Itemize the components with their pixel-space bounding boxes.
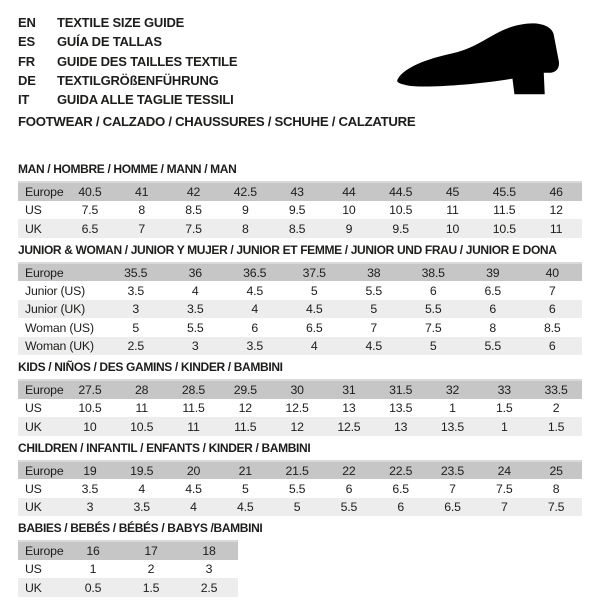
section-kids [18, 361, 582, 436]
language-code: IT [18, 92, 30, 108]
size-table-header-row [18, 263, 582, 282]
size-cell: 4 [138, 481, 146, 496]
size-cell: 24 [497, 463, 511, 478]
size-cell: 6.5 [306, 320, 323, 335]
size-cell: 10 [342, 203, 356, 218]
size-cell: 8.5 [544, 320, 561, 335]
row-label: Junior (UK) [25, 302, 85, 317]
size-table-row [18, 479, 582, 498]
size-cell: 5 [310, 283, 318, 298]
size-cell: 5.5 [340, 500, 358, 515]
size-cell: 3.5 [133, 500, 150, 515]
size-cell: 8.5 [185, 203, 202, 218]
size-cell: 22.5 [389, 463, 413, 478]
size-cell: 2 [147, 562, 155, 577]
size-cell: 4.5 [237, 500, 254, 515]
size-cell: 8.5 [288, 221, 306, 236]
size-cell: 40.5 [78, 185, 102, 200]
size-cell: 13.5 [440, 419, 465, 434]
size-cell: 3.5 [127, 283, 144, 298]
section-title: KIDS / NIÑOS / DES GAMINS / KINDER / BAMBINI [18, 360, 283, 375]
size-cell: 4.5 [306, 302, 323, 317]
size-cell: 9 [241, 203, 249, 218]
row-label: US [25, 401, 42, 416]
size-cell: 36 [188, 265, 202, 280]
size-cell: 27.5 [78, 383, 102, 398]
size-table-row [18, 560, 238, 579]
size-cell: 8 [489, 320, 497, 335]
size-cell: 7 [548, 283, 556, 298]
size-cell: 11 [446, 203, 459, 218]
size-cell: 5 [241, 481, 249, 496]
row-label: Europe [25, 185, 64, 200]
language-title: GUIDE DES TAILLES TEXTILE [57, 53, 238, 69]
size-cell: 7.5 [185, 221, 202, 236]
size-cell: 10.5 [130, 419, 154, 434]
size-cell: 21 [238, 463, 252, 478]
size-cell: 12 [549, 203, 563, 218]
size-cell: 3 [191, 339, 199, 354]
row-label: Europe [25, 463, 64, 478]
size-cell: 2.5 [127, 339, 144, 354]
size-cell: 10.5 [492, 221, 516, 236]
size-cell: 6 [548, 302, 556, 317]
size-cell: 9 [345, 221, 353, 236]
size-cell: 7 [500, 500, 508, 515]
size-cell: 5.5 [484, 339, 501, 354]
size-cell: 4.5 [185, 481, 202, 496]
size-cell: 4 [190, 500, 197, 515]
size-cell: 42.5 [233, 185, 257, 200]
size-table-row [18, 281, 582, 300]
size-cell: 6 [548, 339, 556, 354]
size-cell: 6.5 [392, 481, 409, 496]
size-cell: 6 [251, 320, 259, 335]
size-cell: 13 [394, 419, 408, 434]
size-cell: 20 [186, 463, 201, 478]
section-man [18, 163, 582, 238]
size-cell: 1 [449, 401, 456, 416]
size-table-row [18, 318, 582, 337]
language-title: TEXTILGRÖßENFÜHRUNG [57, 72, 219, 88]
row-label: Europe [25, 383, 64, 398]
size-cell: 5 [293, 500, 301, 515]
size-cell: 33.5 [544, 383, 568, 398]
size-cell: 31.5 [389, 383, 413, 398]
size-cell: 44 [342, 185, 356, 200]
size-cell: 19 [83, 463, 97, 478]
size-cell: 4.5 [246, 283, 263, 298]
size-cell: 12 [290, 419, 304, 434]
size-cell: 12 [238, 401, 252, 416]
size-cell: 2 [552, 401, 560, 416]
size-cell: 31 [342, 383, 356, 398]
size-cell: 13.5 [389, 401, 413, 416]
size-cell: 7 [138, 221, 146, 236]
size-cell: 30 [290, 383, 304, 398]
section-children [18, 442, 582, 517]
section-junior-woman [18, 244, 582, 356]
size-cell: 7.5 [425, 320, 442, 335]
size-cell: 4 [310, 339, 318, 354]
size-cell: 33 [497, 383, 511, 398]
size-cell: 6 [397, 500, 404, 515]
size-table-row [18, 399, 582, 418]
size-cell: 25 [549, 463, 563, 478]
shoe-icon [396, 20, 582, 108]
size-table-man [18, 181, 582, 238]
size-cell: 17 [144, 544, 158, 559]
size-cell: 11.5 [182, 401, 205, 416]
size-cell: 6.5 [484, 283, 501, 298]
size-cell: 11 [187, 419, 200, 434]
section-title: MAN / HOMBRE / HOMME / MANN / MAN [18, 162, 237, 177]
size-cell: 36.5 [243, 265, 267, 280]
size-cell: 19.5 [130, 463, 154, 478]
size-cell: 4 [251, 302, 259, 317]
size-cell: 45.5 [492, 185, 516, 200]
size-cell: 6.5 [444, 500, 461, 515]
size-cell: 11 [135, 401, 148, 416]
size-cell: 6.5 [81, 221, 99, 236]
size-table-row [18, 337, 582, 356]
size-cell: 4.5 [365, 339, 382, 354]
size-cell: 12.5 [337, 419, 361, 434]
size-cell: 11 [549, 221, 563, 236]
size-table-row [18, 417, 582, 436]
row-label: UK [25, 500, 42, 515]
size-cell: 9.5 [392, 221, 409, 236]
section-title: BABIES / BEBÉS / BÉBÉS / BABYS /BAMBINI [18, 521, 263, 536]
size-cell: 7.5 [547, 500, 565, 515]
size-cell: 38 [367, 265, 381, 280]
language-title: TEXTILE SIZE GUIDE [57, 15, 185, 30]
size-table-babies [18, 540, 238, 597]
size-cell: 6 [429, 283, 437, 298]
size-cell: 5.5 [187, 320, 204, 335]
size-cell: 5 [370, 302, 378, 317]
size-table-header-row [18, 182, 582, 201]
section-title: CHILDREN / INFANTIL / ENFANTS / KINDER / BAMBINI [18, 440, 311, 455]
size-cell: 3 [86, 500, 94, 515]
size-table-header-row [18, 461, 582, 480]
size-cell: 2.5 [200, 580, 218, 595]
size-cell: 10 [83, 419, 97, 434]
size-cell: 8 [138, 203, 146, 218]
language-code: FR [18, 53, 35, 69]
size-cell: 7.5 [496, 481, 513, 496]
size-cell: 7 [449, 481, 456, 496]
row-label: UK [25, 580, 42, 595]
row-label: UK [25, 221, 42, 236]
size-cell: 11.5 [234, 419, 257, 434]
size-cell: 6 [345, 481, 353, 496]
size-cell: 38.5 [421, 265, 445, 280]
size-cell: 1.5 [142, 580, 160, 595]
size-cell: 35.5 [124, 265, 148, 280]
size-table-row [18, 498, 582, 517]
size-cell: 22 [342, 463, 356, 478]
size-cell: 1 [500, 419, 508, 434]
size-cell: 1.5 [496, 401, 513, 416]
size-cell: 16 [86, 544, 100, 559]
row-label: Junior (US) [25, 283, 85, 298]
size-cell: 29.5 [233, 383, 257, 398]
size-cell: 8 [552, 481, 560, 496]
size-cell: 10 [445, 221, 460, 236]
size-cell: 10.5 [78, 401, 102, 416]
size-cell: 37.5 [302, 265, 326, 280]
size-table-header-row [18, 380, 582, 399]
size-cell: 9.5 [288, 203, 306, 218]
row-label: Europe [25, 265, 64, 280]
size-cell: 4 [191, 283, 199, 298]
size-cell: 13 [342, 401, 356, 416]
size-cell: 3 [132, 302, 140, 317]
size-cell: 18 [202, 544, 216, 559]
row-label: Woman (US) [25, 320, 94, 335]
section-title: JUNIOR & WOMAN / JUNIOR Y MUJER / JUNIOR ET FEMME / JUNIOR UND FRAU / JUNIOR E DONA [18, 242, 557, 257]
size-cell: 45 [445, 185, 460, 200]
size-cell: 0.5 [84, 580, 102, 595]
size-cell: 40 [545, 265, 559, 280]
size-table-row [18, 219, 582, 238]
language-title: GUIDA ALLE TAGLIE TESSILI [57, 92, 234, 108]
size-table-children [18, 460, 582, 517]
size-cell: 7.5 [81, 203, 99, 218]
size-cell: 5.5 [425, 302, 442, 317]
size-table-kids [18, 379, 582, 436]
size-cell: 10.5 [389, 203, 413, 218]
language-code: ES [18, 34, 35, 50]
size-cell: 1.5 [547, 419, 565, 434]
size-cell: 41 [135, 185, 149, 200]
size-table-row [18, 578, 238, 597]
size-cell: 5.5 [365, 283, 382, 298]
size-table-row [18, 201, 582, 220]
size-cell: 46 [549, 185, 563, 200]
size-table-junior-woman [18, 262, 582, 356]
size-cell: 12.5 [285, 401, 309, 416]
size-cell: 39 [486, 265, 500, 280]
section-babies [18, 522, 582, 597]
size-cell: 32 [445, 383, 460, 398]
size-cell: 5 [429, 339, 437, 354]
size-cell: 21.5 [285, 463, 309, 478]
size-cell: 43 [290, 185, 304, 200]
size-cell: 28.5 [181, 383, 206, 398]
size-cell: 11.5 [493, 203, 516, 218]
row-label: US [25, 481, 42, 496]
row-label: UK [25, 419, 42, 434]
size-cell: 23.5 [440, 463, 465, 478]
size-cell: 6 [489, 302, 497, 317]
size-cell: 42 [186, 185, 201, 200]
row-label: US [25, 203, 42, 218]
size-table-header-row [18, 541, 238, 560]
size-cell: 5.5 [288, 481, 306, 496]
size-cell: 3.5 [187, 302, 204, 317]
row-label: US [25, 562, 42, 577]
size-cell: 3 [205, 562, 213, 577]
language-title: GUÍA DE TALLAS [57, 34, 162, 50]
size-cell: 3.5 [81, 481, 99, 496]
size-cell: 8 [241, 221, 249, 236]
language-code: EN [18, 15, 36, 30]
size-cell: 5 [132, 320, 140, 335]
row-label: Europe [25, 544, 64, 559]
size-cell: 7 [370, 320, 378, 335]
size-cell: 1 [89, 562, 97, 577]
language-code: DE [18, 72, 36, 88]
size-cell: 44.5 [389, 185, 413, 200]
size-table-row [18, 300, 582, 319]
size-cell: 3.5 [246, 339, 263, 354]
category-line: FOOTWEAR / CALZADO / CHAUSSURES / SCHUHE / CALZATURE [18, 114, 416, 130]
size-cell: 28 [135, 383, 149, 398]
row-label: Woman (UK) [25, 339, 94, 354]
